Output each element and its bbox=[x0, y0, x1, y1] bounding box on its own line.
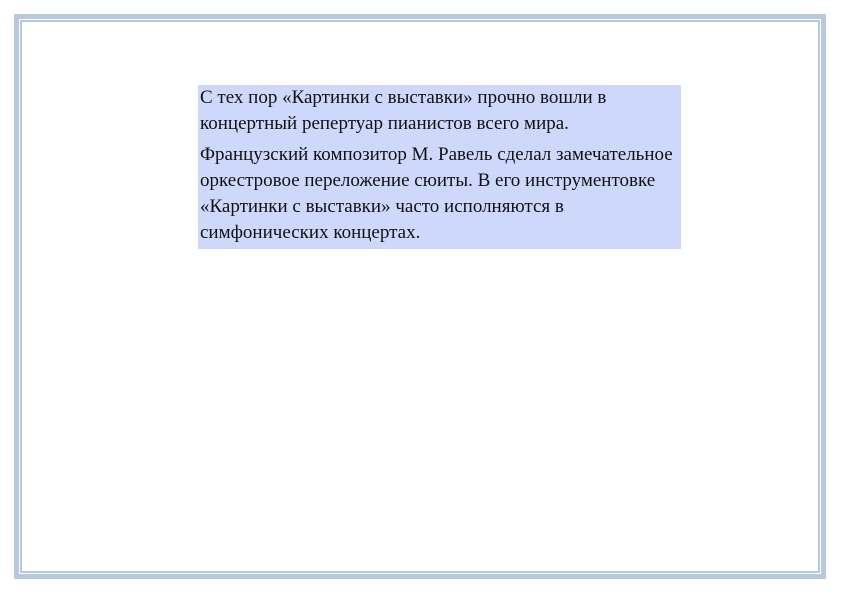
highlighted-text-box bbox=[198, 85, 681, 249]
paragraph-1: С тех пор «Картинки с выставки» прочно вошли в концертный репертуар пианистов всего мира. bbox=[200, 87, 607, 134]
paragraph-2: Французский композитор М. Равель сделал замечательное оркестровое переложение сюиты. В его инструментовке «Картинки с выставки» часто исполняются в симфонических концертах. bbox=[200, 144, 673, 243]
